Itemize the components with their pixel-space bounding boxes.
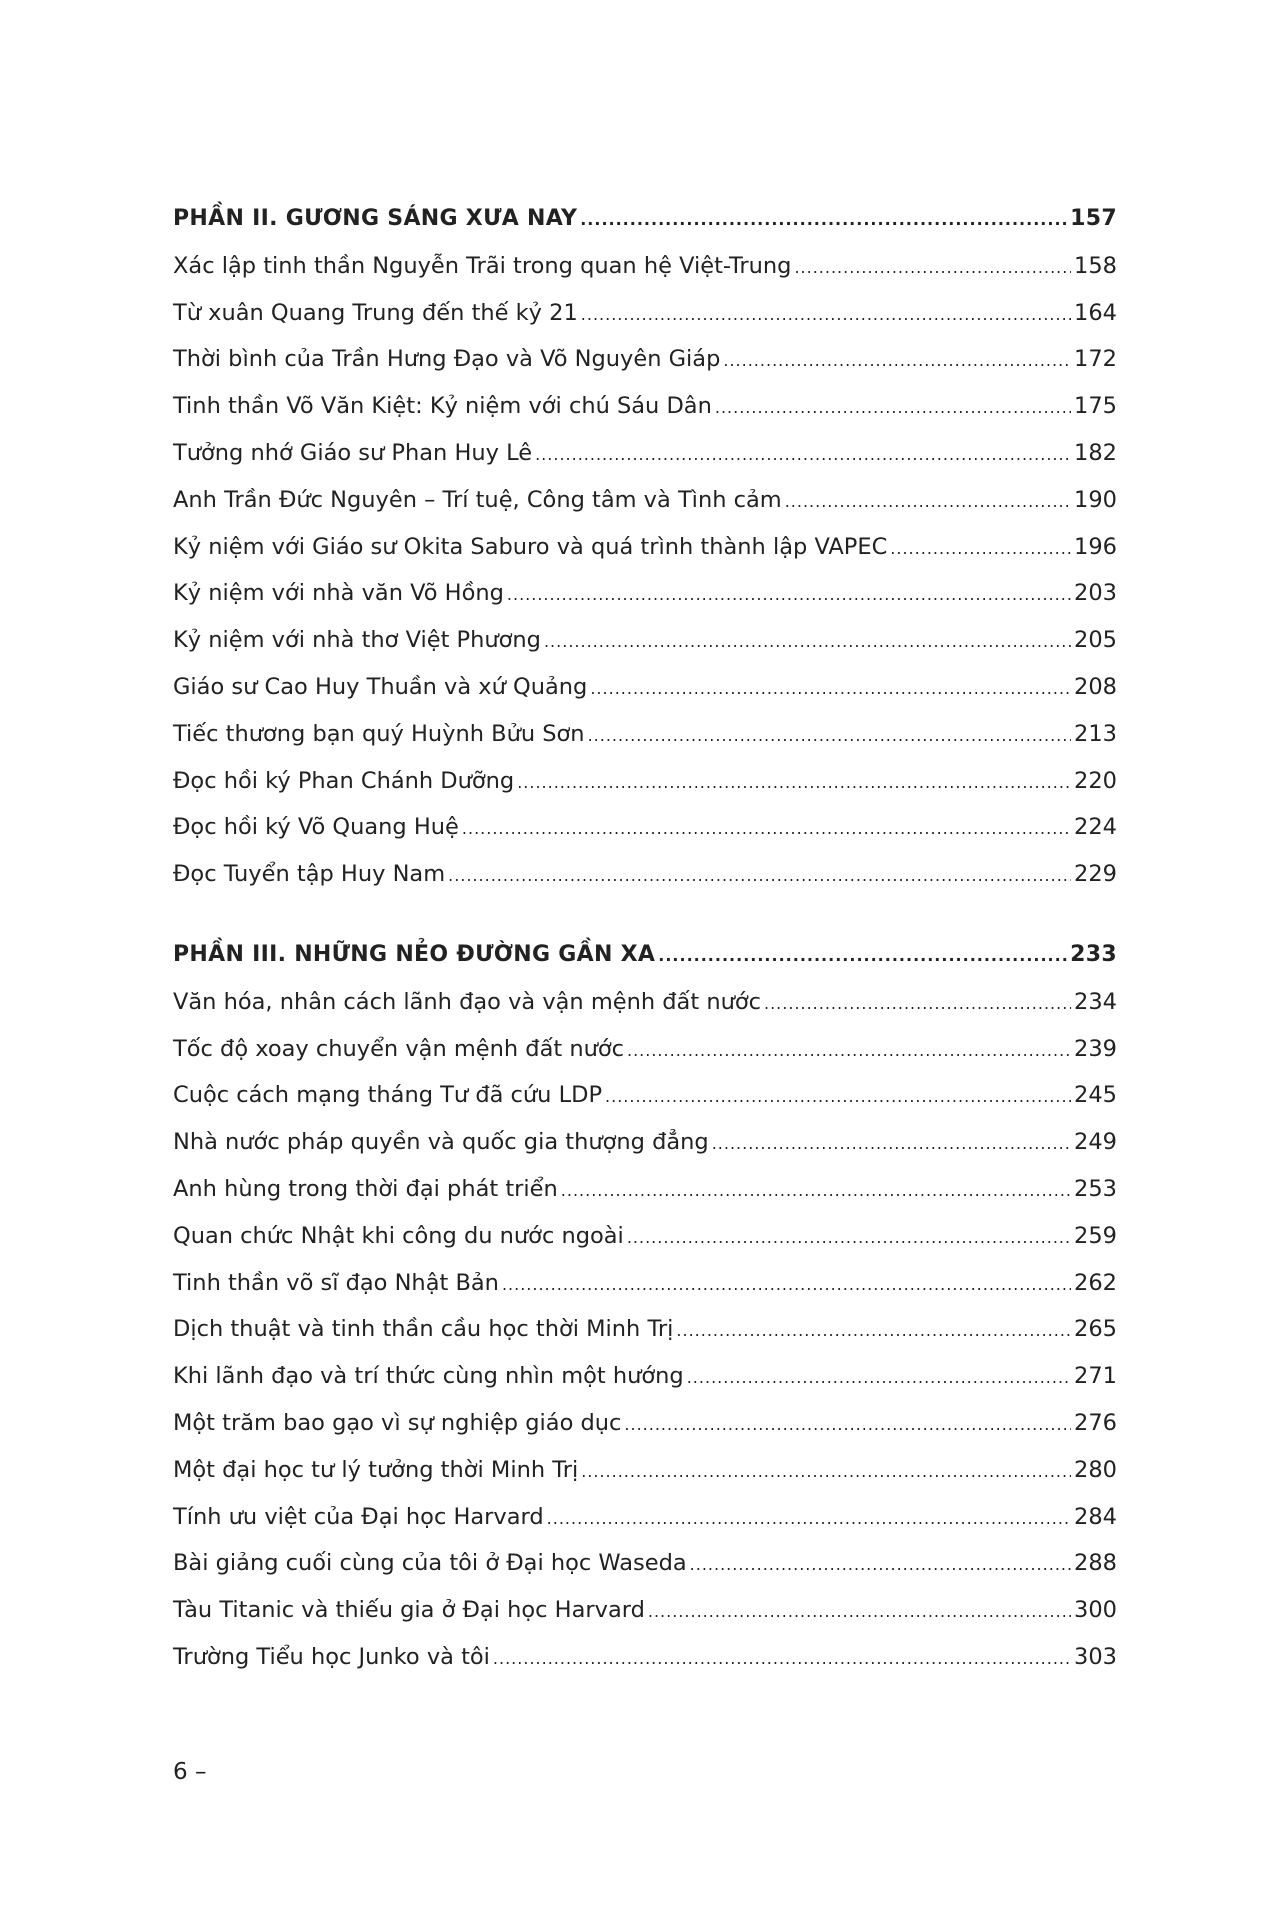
dot-leader bbox=[764, 989, 1071, 1015]
toc-entry bbox=[173, 1270, 1117, 1317]
toc-entry bbox=[173, 814, 1117, 861]
toc-entry-title: Bài giảng cuối cùng của tôi ở Đại học Waseda bbox=[173, 1550, 687, 1577]
toc-entry bbox=[173, 721, 1117, 768]
toc-entry-title: Kỷ niệm với Giáo sư Okita Saburo và quá trình thành lập VAPEC bbox=[173, 533, 888, 560]
toc-entry-page: 276 bbox=[1074, 1409, 1117, 1436]
toc-entry-page: 182 bbox=[1074, 439, 1117, 466]
toc-entry bbox=[173, 768, 1117, 815]
toc-entry-page: 158 bbox=[1074, 252, 1117, 279]
dot-leader bbox=[690, 1550, 1071, 1576]
toc-entry-page: 234 bbox=[1074, 988, 1117, 1015]
dot-leader bbox=[448, 861, 1071, 887]
toc-entry-title: Nhà nước pháp quyền và quốc gia thượng đẳng bbox=[173, 1129, 709, 1156]
toc-entry-page: 288 bbox=[1074, 1550, 1117, 1577]
dot-leader bbox=[712, 1129, 1071, 1155]
toc-entry bbox=[173, 534, 1117, 581]
toc-entry-page: 172 bbox=[1074, 346, 1117, 373]
dot-leader bbox=[544, 627, 1071, 653]
toc-entry-title: Tinh thần võ sĩ đạo Nhật Bản bbox=[173, 1269, 499, 1296]
toc-entry-title: Đọc hồi ký Võ Quang Huệ bbox=[173, 814, 459, 841]
toc-section-part-2 bbox=[173, 206, 1117, 908]
dot-leader bbox=[715, 393, 1071, 419]
toc-entry bbox=[173, 861, 1117, 908]
toc-entry-title: Khi lãnh đạo và trí thức cùng nhìn một hướng bbox=[173, 1363, 684, 1390]
dot-leader bbox=[493, 1644, 1071, 1670]
toc-section-part-3 bbox=[173, 942, 1117, 1691]
toc-entry-title: Tưởng nhớ Giáo sư Phan Huy Lê bbox=[173, 439, 533, 466]
toc-entry-page: 253 bbox=[1074, 1175, 1117, 1202]
toc-entry-title: Trường Tiểu học Junko và tôi bbox=[173, 1643, 490, 1670]
toc-entry-title: Tốc độ xoay chuyển vận mệnh đất nước bbox=[173, 1035, 624, 1062]
toc-entry-page: 303 bbox=[1074, 1643, 1117, 1670]
toc-entry-title: Cuộc cách mạng tháng Tư đã cứu LDP bbox=[173, 1082, 603, 1109]
toc-entry-title: Đọc Tuyển tập Huy Nam bbox=[173, 861, 446, 888]
toc-entry-page: 164 bbox=[1074, 299, 1117, 326]
toc-entry-title: Giáo sư Cao Huy Thuần và xứ Quảng bbox=[173, 673, 588, 700]
toc-entry bbox=[173, 1597, 1117, 1644]
toc-entry-title: Anh Trần Đức Nguyên – Trí tuệ, Công tâm và Tình cảm bbox=[173, 486, 782, 513]
toc-entry-title: Văn hóa, nhân cách lãnh đạo và vận mệnh đất nước bbox=[173, 988, 761, 1015]
section-heading-title: PHẦN III. NHỮNG NẺO ĐƯỜNG GẦN XA bbox=[173, 941, 656, 967]
toc-entry-page: 208 bbox=[1074, 673, 1117, 700]
toc-entry-title: Anh hùng trong thời đại phát triển bbox=[173, 1175, 558, 1202]
toc-entry bbox=[173, 346, 1117, 393]
dot-leader bbox=[517, 768, 1071, 794]
toc-entry-title: Tiếc thương bạn quý Huỳnh Bửu Sơn bbox=[173, 720, 585, 747]
toc-entry bbox=[173, 1223, 1117, 1270]
toc-entry-page: 245 bbox=[1074, 1082, 1117, 1109]
toc-entry bbox=[173, 253, 1117, 300]
dot-leader bbox=[723, 346, 1071, 372]
dot-leader bbox=[890, 534, 1071, 560]
dot-leader bbox=[658, 942, 1067, 967]
toc-entry-page: 249 bbox=[1074, 1129, 1117, 1156]
toc-entry-page: 203 bbox=[1074, 580, 1117, 607]
toc-entry bbox=[173, 487, 1117, 534]
section-heading-page: 157 bbox=[1070, 206, 1117, 231]
toc-entry bbox=[173, 1082, 1117, 1129]
toc-entry-title: Quan chức Nhật khi công du nước ngoài bbox=[173, 1222, 624, 1249]
toc-entry-page: 224 bbox=[1074, 814, 1117, 841]
toc-entry-page: 300 bbox=[1074, 1597, 1117, 1624]
toc-entry-page: 262 bbox=[1074, 1269, 1117, 1296]
dot-leader bbox=[462, 814, 1071, 840]
toc-entry bbox=[173, 1129, 1117, 1176]
toc-entry bbox=[173, 1644, 1117, 1691]
toc-entry-page: 205 bbox=[1074, 627, 1117, 654]
dot-leader bbox=[590, 674, 1071, 700]
toc-entry bbox=[173, 989, 1117, 1036]
toc-entry-page: 259 bbox=[1074, 1222, 1117, 1249]
page-number: 6 – bbox=[173, 1759, 207, 1785]
dot-leader bbox=[785, 487, 1071, 513]
toc-entry bbox=[173, 580, 1117, 627]
dot-leader bbox=[561, 1176, 1071, 1202]
toc-entry bbox=[173, 393, 1117, 440]
dot-leader bbox=[581, 300, 1071, 326]
toc-entry-page: 190 bbox=[1074, 486, 1117, 513]
dot-leader bbox=[687, 1363, 1071, 1389]
toc-entry-page: 239 bbox=[1074, 1035, 1117, 1062]
dot-leader bbox=[588, 721, 1071, 747]
dot-leader bbox=[605, 1082, 1071, 1108]
toc-entry-title: Kỷ niệm với nhà thơ Việt Phương bbox=[173, 627, 541, 654]
toc-entry bbox=[173, 1457, 1117, 1504]
toc-entry-title: Đọc hồi ký Phan Chánh Dưỡng bbox=[173, 767, 515, 794]
dot-leader bbox=[627, 1036, 1071, 1062]
toc-entry-page: 213 bbox=[1074, 720, 1117, 747]
toc-entry-title: Dịch thuật và tinh thần cầu học thời Minh Trị bbox=[173, 1316, 674, 1343]
dot-leader bbox=[502, 1270, 1071, 1296]
toc-entry bbox=[173, 1176, 1117, 1223]
section-heading bbox=[173, 942, 1117, 989]
dot-leader bbox=[624, 1410, 1071, 1436]
dot-leader bbox=[627, 1223, 1071, 1249]
toc-entry-page: 196 bbox=[1074, 533, 1117, 560]
toc-entry-title: Tàu Titanic và thiếu gia ở Đại học Harvard bbox=[173, 1597, 645, 1624]
toc-entry bbox=[173, 1036, 1117, 1083]
toc-entry-title: Tinh thần Võ Văn Kiệt: Kỷ niệm với chú Sáu Dân bbox=[173, 393, 712, 420]
toc-entry-title: Từ xuân Quang Trung đến thế kỷ 21 bbox=[173, 299, 578, 326]
toc-entry bbox=[173, 300, 1117, 347]
toc-entry-title: Xác lập tinh thần Nguyễn Trãi trong quan hệ Việt-Trung bbox=[173, 252, 792, 279]
toc-entry-page: 271 bbox=[1074, 1363, 1117, 1390]
section-heading-title: PHẦN II. GƯƠNG SÁNG XƯA NAY bbox=[173, 206, 578, 231]
toc-entry-page: 265 bbox=[1074, 1316, 1117, 1343]
toc-entry-title: Tính ưu việt của Đại học Harvard bbox=[173, 1503, 544, 1530]
dot-leader bbox=[794, 253, 1071, 279]
toc-entry-title: Một đại học tư lý tưởng thời Minh Trị bbox=[173, 1456, 579, 1483]
toc-entry bbox=[173, 1316, 1117, 1363]
toc-entry bbox=[173, 674, 1117, 721]
dot-leader bbox=[676, 1316, 1071, 1342]
toc-entry-page: 220 bbox=[1074, 767, 1117, 794]
toc-entry bbox=[173, 440, 1117, 487]
table-of-contents bbox=[173, 206, 1117, 1691]
toc-entry bbox=[173, 1550, 1117, 1597]
dot-leader bbox=[535, 440, 1071, 466]
dot-leader bbox=[507, 580, 1071, 606]
toc-entry-page: 284 bbox=[1074, 1503, 1117, 1530]
toc-entry-title: Kỷ niệm với nhà văn Võ Hồng bbox=[173, 580, 504, 607]
dot-leader bbox=[580, 206, 1067, 231]
dot-leader bbox=[648, 1597, 1071, 1623]
toc-entry-title: Thời bình của Trần Hưng Đạo và Võ Nguyên Giáp bbox=[173, 346, 721, 373]
dot-leader bbox=[547, 1504, 1071, 1530]
toc-entry-page: 229 bbox=[1074, 861, 1117, 888]
toc-entry bbox=[173, 1410, 1117, 1457]
dot-leader bbox=[581, 1457, 1071, 1483]
toc-entry bbox=[173, 627, 1117, 674]
section-heading-page: 233 bbox=[1070, 941, 1117, 967]
toc-entry bbox=[173, 1504, 1117, 1551]
toc-entry-page: 280 bbox=[1074, 1456, 1117, 1483]
toc-entry bbox=[173, 1363, 1117, 1410]
toc-entry-title: Một trăm bao gạo vì sự nghiệp giáo dục bbox=[173, 1409, 622, 1436]
toc-entry-page: 175 bbox=[1074, 393, 1117, 420]
section-heading bbox=[173, 206, 1117, 253]
